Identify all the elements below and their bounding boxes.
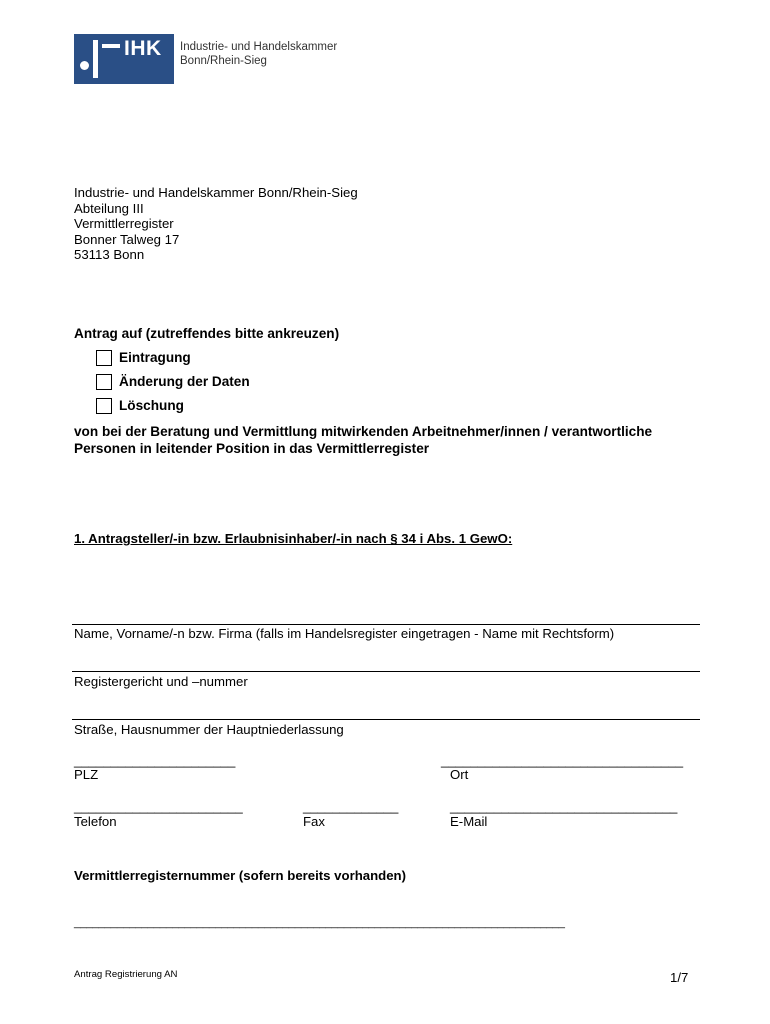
address-line: Bonner Talweg 17 xyxy=(74,231,180,247)
option-loeschung[interactable] xyxy=(96,396,184,415)
option-aenderung[interactable] xyxy=(96,372,250,391)
plz-input-line[interactable]: ______________________ xyxy=(74,753,236,768)
section-heading: 1. Antragsteller/-in bzw. Erlaubnisinhaber/-in nach § 34 i Abs. 1 GewO: xyxy=(74,531,513,546)
option-label: Eintragung xyxy=(119,350,191,365)
address-line: Abteilung III xyxy=(74,200,144,216)
regnum-input-line[interactable]: ________________________________________________________________________________ xyxy=(74,917,565,929)
application-subtitle: von bei der Beratung und Vermittlung mitwirkenden Arbeitnehmer/innen / verantwortliche Personen in leitender Position in das Vermittlerregister xyxy=(74,424,653,456)
fax-input-line[interactable]: _____________ xyxy=(303,799,399,814)
logo-name-line1: Industrie- und Handelskammer xyxy=(180,41,338,53)
option-eintragung[interactable] xyxy=(96,348,191,367)
street-label: Straße, Hausnummer der Hauptniederlassung xyxy=(74,722,344,737)
checkbox-loeschung[interactable] xyxy=(96,398,112,414)
email-label: E-Mail xyxy=(450,814,488,829)
fax-label: Fax xyxy=(303,814,325,829)
checkbox-aenderung[interactable] xyxy=(96,374,112,390)
logo-dot-mark xyxy=(80,61,89,70)
option-label: Änderung der Daten xyxy=(119,374,250,389)
logo-chamber-name xyxy=(180,40,337,68)
name-input-line[interactable] xyxy=(72,624,700,625)
recipient-address xyxy=(74,185,358,263)
regnum-label: Vermittlerregisternummer (sofern bereits vorhanden) xyxy=(74,868,406,883)
ort-label: Ort xyxy=(450,767,469,782)
telefon-label: Telefon xyxy=(74,814,117,829)
logo-name-line2: Bonn/Rhein-Sieg xyxy=(180,55,267,67)
plz-label: PLZ xyxy=(74,767,99,782)
logo-dash-mark xyxy=(102,44,120,48)
checkbox-eintragung[interactable] xyxy=(96,350,112,366)
page-number: 1/7 xyxy=(670,970,689,985)
register-input-line[interactable] xyxy=(72,671,700,672)
logo-abbreviation: IHK xyxy=(124,37,162,60)
street-input-line[interactable] xyxy=(72,719,700,720)
address-line: 53113 Bonn xyxy=(74,247,145,263)
name-label: Name, Vorname/-n bzw. Firma (falls im Handelsregister eingetragen - Name mit Rechtsform) xyxy=(74,626,615,641)
address-line: Vermittlerregister xyxy=(74,216,174,232)
register-label: Registergericht und –nummer xyxy=(74,674,248,689)
telefon-input-line[interactable]: _______________________ xyxy=(74,799,243,814)
footer-document-name: Antrag Registrierung AN xyxy=(74,969,178,980)
option-label: Löschung xyxy=(119,398,184,413)
application-title: Antrag auf (zutreffendes bitte ankreuzen) xyxy=(74,326,340,341)
email-input-line[interactable]: _______________________________ xyxy=(450,799,678,814)
ort-input-line[interactable]: _________________________________ xyxy=(441,753,684,768)
address-line: Industrie- und Handelskammer Bonn/Rhein-Sieg xyxy=(74,185,358,200)
logo-bar-mark xyxy=(93,40,98,78)
